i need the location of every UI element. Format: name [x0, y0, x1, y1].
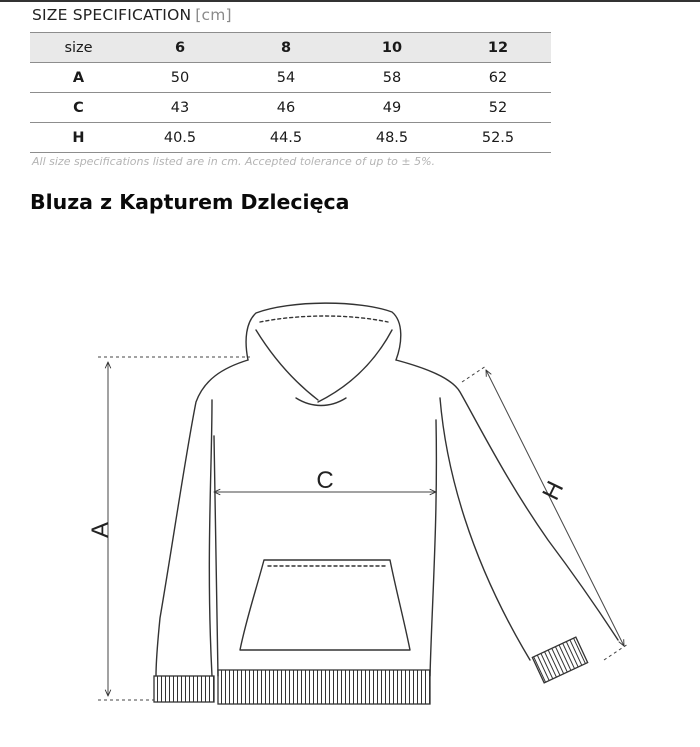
table-header-cell: 10: [339, 33, 445, 63]
spec-unit: [cm]: [195, 6, 232, 24]
kangaroo-pocket: [240, 560, 410, 650]
right-cuff: [532, 637, 587, 683]
dimension-h: [462, 366, 628, 660]
torso-right: [430, 420, 436, 676]
table-cell: 58: [339, 63, 445, 93]
table-cell: 46: [233, 93, 339, 123]
table-cell: 48.5: [339, 123, 445, 153]
hood-inner-left: [256, 330, 318, 400]
table-header-cell: 8: [233, 33, 339, 63]
hood: [246, 303, 401, 360]
table-cell: 40.5: [127, 123, 233, 153]
dimension-a-label: A: [87, 521, 114, 539]
table-cell: 50: [127, 63, 233, 93]
neck-cross: [296, 398, 346, 406]
table-header-cell: 12: [445, 33, 551, 63]
hood-lining: [260, 316, 388, 322]
body-right: [396, 360, 618, 640]
dimension-h-label: H: [537, 476, 570, 505]
left-cuff: [154, 676, 214, 702]
table-cell: 43: [127, 93, 233, 123]
table-cell: 62: [445, 63, 551, 93]
table-header-cell: 6: [127, 33, 233, 63]
spec-title-text: SIZE SPECIFICATION: [32, 6, 192, 24]
table-cell: 49: [339, 93, 445, 123]
table-row-label: C: [30, 93, 127, 123]
table-header-cell: size: [30, 33, 127, 63]
hem-band: [218, 670, 430, 704]
table-cell: 52.5: [445, 123, 551, 153]
table-row-label: A: [30, 63, 127, 93]
dimension-c-label: C: [316, 467, 334, 494]
hood-inner-right: [318, 330, 392, 402]
table-cell: 54: [233, 63, 339, 93]
tolerance-note: All size specifications listed are in cm. Accepted tolerance of up to ± 5%.: [32, 155, 436, 168]
table-row-label: H: [30, 123, 127, 153]
table-cell: 52: [445, 93, 551, 123]
body-left: [156, 360, 248, 676]
table-cell: 44.5: [233, 123, 339, 153]
sleeve-left-inner: [209, 400, 212, 676]
torso-left: [214, 436, 218, 676]
product-title: Bluza z Kapturem Dzlecięca: [30, 190, 350, 214]
